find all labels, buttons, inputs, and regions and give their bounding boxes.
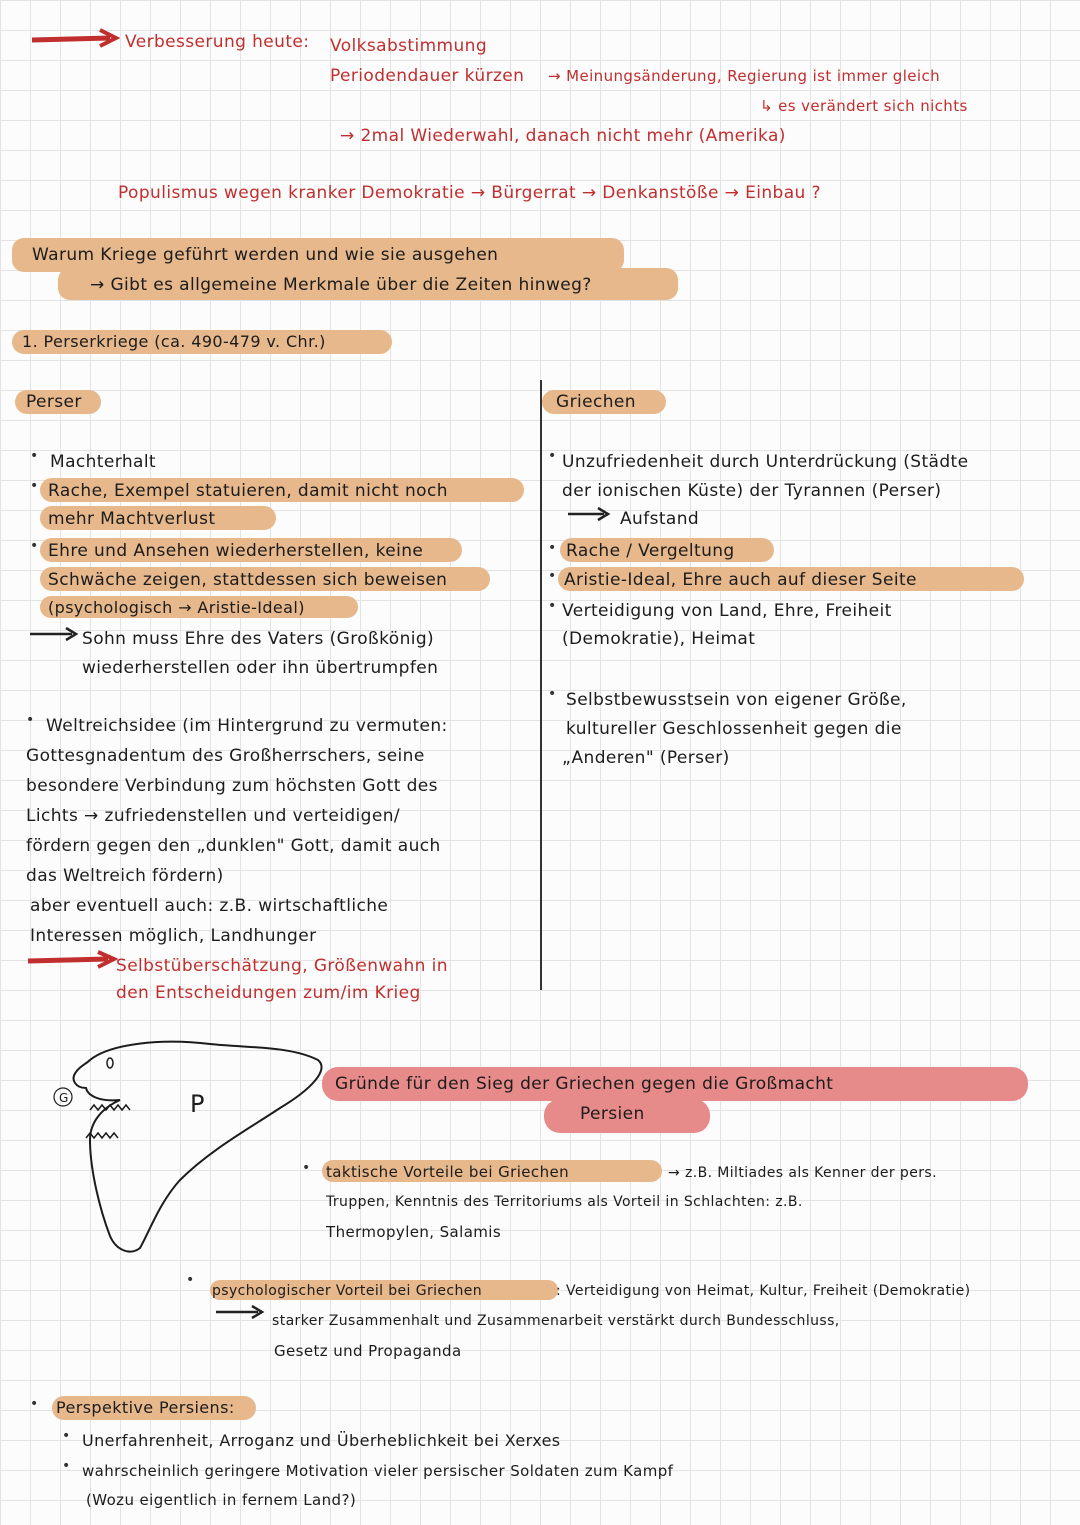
- weltreich-1: Weltreichsidee (im Hintergrund zu vermuten:: [46, 716, 448, 736]
- map-sketch: [50, 1030, 330, 1260]
- map-label-p: P: [190, 1090, 205, 1118]
- verbesserung-label: Verbesserung heute:: [125, 32, 310, 52]
- griechen-label: Griechen: [556, 392, 636, 412]
- perser-label: Perser: [26, 392, 82, 412]
- gruende-taktisch: taktische Vorteile bei Griechen: [326, 1163, 570, 1181]
- weltreich-5: fördern gegen den „dunklen" Gott, damit auch: [26, 836, 441, 856]
- gruende-zusammenhalt: starker Zusammenhalt und Zusammenarbeit verstärkt durch Bundesschluss,: [272, 1313, 840, 1329]
- griechen-unzufriedenheit-2: der ionischen Küste) der Tyrannen (Perser): [562, 481, 942, 501]
- veraendert-text: ↳ es verändert sich nichts: [760, 97, 968, 115]
- griechen-aristie: Aristie-Ideal, Ehre auch auf dieser Seite: [564, 570, 917, 590]
- perser-ehre: Ehre und Ansehen wiederherstellen, keine: [48, 541, 424, 561]
- gruende-verteidigung: : Verteidigung von Heimat, Kultur, Freiheit (Demokratie): [556, 1283, 971, 1299]
- meinungsaenderung-text: → Meinungsänderung, Regierung ist immer gleich: [548, 67, 941, 85]
- gruende-title-2: Persien: [580, 1104, 645, 1124]
- perser-machtverlust: mehr Machtverlust: [48, 509, 216, 529]
- weltreich-8: Interessen möglich, Landhunger: [30, 926, 317, 946]
- wiederwahl-text: → 2mal Wiederwahl, danach nicht mehr (Amerika): [340, 126, 786, 146]
- section-title-line1: Warum Kriege geführt werden und wie sie ausgehen: [32, 245, 499, 265]
- weltreich-3: besondere Verbindung zum höchsten Gott des: [26, 776, 438, 796]
- perser-wiederherstellen: wiederherstellen oder ihn übertrumpfen: [82, 658, 439, 678]
- column-divider: [540, 380, 542, 990]
- volksabstimmung-text: Volksabstimmung: [330, 36, 488, 56]
- perser-sohn: Sohn muss Ehre des Vaters (Großkönig): [82, 629, 435, 649]
- perspektive-motivation: wahrscheinlich geringere Motivation vieler persischer Soldaten zum Kampf: [82, 1462, 674, 1480]
- weltreich-7: aber eventuell auch: z.B. wirtschaftliche: [30, 896, 389, 916]
- map-label-g: G: [59, 1091, 69, 1105]
- griechen-unzufriedenheit-1: Unzufriedenheit durch Unterdrückung (Städte: [562, 452, 969, 472]
- perser-rache: Rache, Exempel statuieren, damit nicht noch: [48, 481, 448, 501]
- perser-psychologisch: (psychologisch → Aristie-Ideal): [48, 598, 305, 617]
- weltreich-2: Gottesgnadentum des Großherrschers, seine: [26, 746, 425, 766]
- section-title-line2: → Gibt es allgemeine Merkmale über die Zeiten hinweg?: [90, 275, 592, 295]
- gruende-thermopylen: Thermopylen, Salamis: [326, 1223, 502, 1241]
- gruende-gesetz: Gesetz und Propaganda: [274, 1342, 462, 1360]
- griechen-aufstand: Aufstand: [620, 509, 700, 529]
- perspektive-wozu: (Wozu eigentlich in fernem Land?): [86, 1491, 357, 1509]
- gruende-title-1: Gründe für den Sieg der Griechen gegen die Großmacht: [335, 1074, 834, 1094]
- red-arrow-icon: [30, 28, 120, 48]
- heading-perserkriege: 1. Perserkriege (ca. 490-479 v. Chr.): [22, 332, 326, 351]
- selbstueberschaetzung-1: Selbstüberschätzung, Größenwahn in: [116, 956, 448, 976]
- arrow-icon-2: [566, 506, 612, 522]
- selbstueberschaetzung-2: den Entscheidungen zum/im Krieg: [116, 983, 421, 1003]
- griechen-rache: Rache / Vergeltung: [566, 541, 735, 561]
- griechen-selbstbewusstsein-1: Selbstbewusstsein von eigener Größe,: [566, 690, 907, 710]
- griechen-verteidigung-1: Verteidigung von Land, Ehre, Freiheit: [562, 601, 892, 621]
- arrow-icon-3: [214, 1304, 266, 1320]
- griechen-selbstbewusstsein-3: „Anderen" (Perser): [562, 748, 730, 768]
- griechen-verteidigung-2: (Demokratie), Heimat: [562, 629, 756, 649]
- gruende-psychologisch: psychologischer Vorteil bei Griechen: [212, 1283, 483, 1299]
- perser-schwaeche: Schwäche zeigen, stattdessen sich beweisen: [48, 570, 448, 590]
- weltreich-4: Lichts → zufriedenstellen und verteidigen/: [26, 806, 400, 826]
- perser-machterhalt: Machterhalt: [50, 452, 157, 472]
- gruende-truppen: Truppen, Kenntnis des Territoriums als Vorteil in Schlachten: z.B.: [326, 1194, 803, 1210]
- periodendauer-text: Periodendauer kürzen: [330, 66, 525, 86]
- gruende-miltiades: → z.B. Miltiades als Kenner der pers.: [668, 1165, 937, 1181]
- arrow-icon: [28, 626, 80, 642]
- griechen-selbstbewusstsein-2: kultureller Geschlossenheit gegen die: [566, 719, 902, 739]
- perspektive-label: Perspektive Persiens:: [56, 1398, 235, 1417]
- weltreich-6: das Weltreich fördern): [26, 866, 224, 886]
- red-arrow-icon-2: [26, 950, 118, 970]
- populismus-text: Populismus wegen kranker Demokratie → Bürgerrat → Denkanstöße → Einbau ?: [118, 183, 821, 203]
- perspektive-xerxes: Unerfahrenheit, Arroganz und Überheblichkeit bei Xerxes: [82, 1431, 561, 1450]
